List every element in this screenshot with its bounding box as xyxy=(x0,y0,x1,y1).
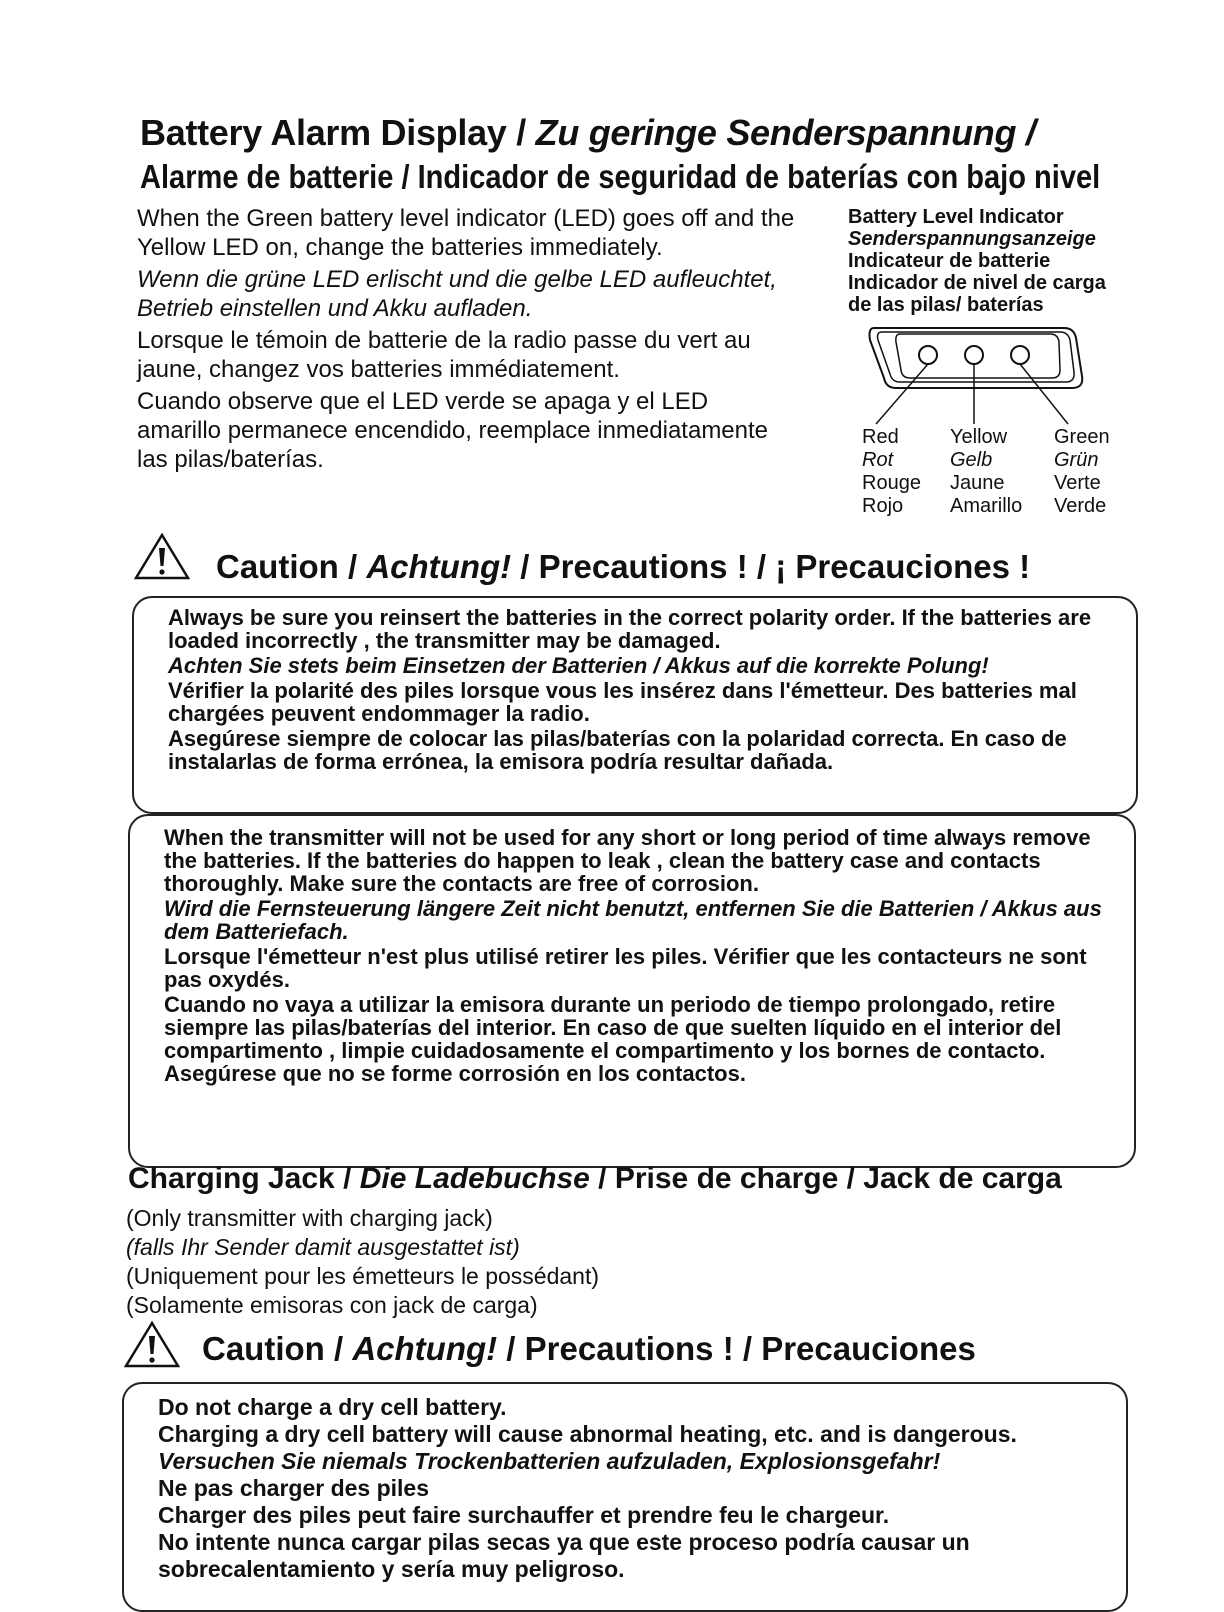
charging-note-de: (falls Ihr Sender damit ausgestattet ist) xyxy=(126,1234,520,1260)
intro-de: Wenn die grüne LED erlischt und die gelbe LED aufleuchtet, Betrieb einstellen und Akku aufladen. xyxy=(137,266,777,322)
title-de: Zu geringe Senderspannung / xyxy=(535,112,1036,153)
warning-triangle-icon xyxy=(134,532,190,580)
red-de: Rot xyxy=(862,449,894,471)
yellow-es: Amarillo xyxy=(950,495,1023,517)
battery-level-indicator-title xyxy=(848,206,1148,316)
box3-line-3: Versuchen Sie niemals Trockenbatterien aufzuladen, Explosionsgefahr! xyxy=(158,1448,941,1474)
box2-de: Wird die Fernsteuerung längere Zeit nicht benutzt, entfernen Sie die Batterien / Akkus aus dem Batteriefach. xyxy=(164,896,1102,944)
red-led-icon xyxy=(919,346,937,364)
box3-line-7: sobrecalentamiento y sería muy peligroso. xyxy=(158,1556,625,1582)
intro-en: When the Green battery level indicator (LED) goes off and the Yellow LED on, change the batteries immediately. xyxy=(137,205,795,261)
yellow-led-icon xyxy=(965,346,983,364)
intro-text xyxy=(137,204,797,477)
green-led-label xyxy=(1054,426,1110,518)
yellow-fr: Jaune xyxy=(950,472,1005,494)
polarity-caution-box xyxy=(132,596,1138,814)
page-title xyxy=(140,112,1036,154)
page-title-line2: Alarme de batterie / Indicador de seguridad de baterías con bajo nivel xyxy=(140,158,1101,195)
yellow-de: Gelb xyxy=(950,449,993,471)
bli-title-fr: Indicateur de batterie xyxy=(848,250,1051,272)
storage-caution-box xyxy=(128,814,1136,1168)
bli-title-en: Battery Level Indicator xyxy=(848,206,1064,228)
box3-line-6: No intente nunca cargar pilas secas ya que este proceso podría causar un xyxy=(158,1529,970,1555)
red-es: Rojo xyxy=(862,495,904,517)
box3-line-2: Charging a dry cell battery will cause abnormal heating, etc. and is dangerous. xyxy=(158,1421,1017,1447)
green-de: Grün xyxy=(1054,449,1099,471)
charging-note-es: (Solamente emisoras con jack de carga) xyxy=(126,1292,538,1318)
box2-en: When the transmitter will not be used for any short or long period of time always remove the batteries. If the batteries do happen to leak , clean the battery case and contacts thoroughly. Make sure the contacts are free of corrosion. xyxy=(164,825,1091,896)
yellow-led-label xyxy=(950,426,1022,518)
green-en: Green xyxy=(1054,426,1110,448)
warning-triangle-icon-2 xyxy=(124,1320,180,1368)
caution-heading-2: Caution / Achtung! / Precautions ! / Precauciones xyxy=(202,1330,976,1367)
box1-en: Always be sure you reinsert the batteries in the correct polarity order. If the batteries are loaded incorrectly , the transmitter may be damaged. xyxy=(168,605,1092,653)
yellow-en: Yellow xyxy=(950,426,1008,448)
box3-line-1: Do not charge a dry cell battery. xyxy=(158,1394,507,1420)
charging-note-en: (Only transmitter with charging jack) xyxy=(126,1205,493,1231)
dry-cell-caution-box xyxy=(122,1382,1128,1612)
red-fr: Rouge xyxy=(862,472,921,494)
bli-title-es: Indicador de nivel de carga xyxy=(848,272,1106,294)
intro-fr: Lorsque le témoin de batterie de la radio passe du vert au jaune, changez vos batteries immédiatement. xyxy=(137,327,751,383)
box1-de: Achten Sie stets beim Einsetzen der Batterien / Akkus auf die korrekte Polung! xyxy=(168,653,989,678)
bli-title-de: Senderspannungsanzeige xyxy=(848,228,1096,250)
led-panel-diagram xyxy=(860,318,1100,428)
green-es: Verde xyxy=(1054,495,1107,517)
box3-line-4: Ne pas charger des piles xyxy=(158,1475,430,1501)
green-led-icon xyxy=(1011,346,1029,364)
charging-jack-heading: Charging Jack / Die Ladebuchse / Prise de charge / Jack de carga xyxy=(128,1162,1062,1195)
red-en: Red xyxy=(862,426,899,448)
intro-es: Cuando observe que el LED verde se apaga y el LED amarillo permanece encendido, reemplace inmediatamente las pilas/baterías. xyxy=(137,388,769,473)
title-en: Battery Alarm Display / xyxy=(140,112,526,153)
red-led-label xyxy=(862,426,921,518)
box2-es: Cuando no vaya a utilizar la emisora durante un periodo de tiempo prolongado, retire siempre las pilas/baterías del interior. En caso de que suelten líquido en el interior del compartimento , limpie cuidadosamente el compartimento y los bornes de contacto. Asegúrese que no se forme corrosión en los contactos. xyxy=(164,992,1062,1086)
caution-heading: Caution / Achtung! / Precautions ! / ¡ Precauciones ! xyxy=(216,548,1031,585)
charging-note-fr: (Uniquement pour les émetteurs le possédant) xyxy=(126,1263,600,1289)
box3-line-5: Charger des piles peut faire surchauffer et prendre feu le chargeur. xyxy=(158,1502,890,1528)
box1-fr: Vérifier la polarité des piles lorsque vous les insérez dans l'émetteur. Des batteries mal chargées peuvent endommager la radio. xyxy=(168,678,1077,726)
charging-jack-notes xyxy=(126,1204,599,1320)
green-fr: Verte xyxy=(1054,472,1101,494)
box2-fr: Lorsque l'émetteur n'est plus utilisé retirer les piles. Vérifier que les contacteurs ne sont pas oxydés. xyxy=(164,944,1087,992)
bli-title-es-2: de las pilas/ baterías xyxy=(848,294,1044,316)
box1-es: Asegúrese siempre de colocar las pilas/baterías con la polaridad correcta. En caso de instalarlas de forma errónea, la emisora podría resultar dañada. xyxy=(168,726,1067,774)
